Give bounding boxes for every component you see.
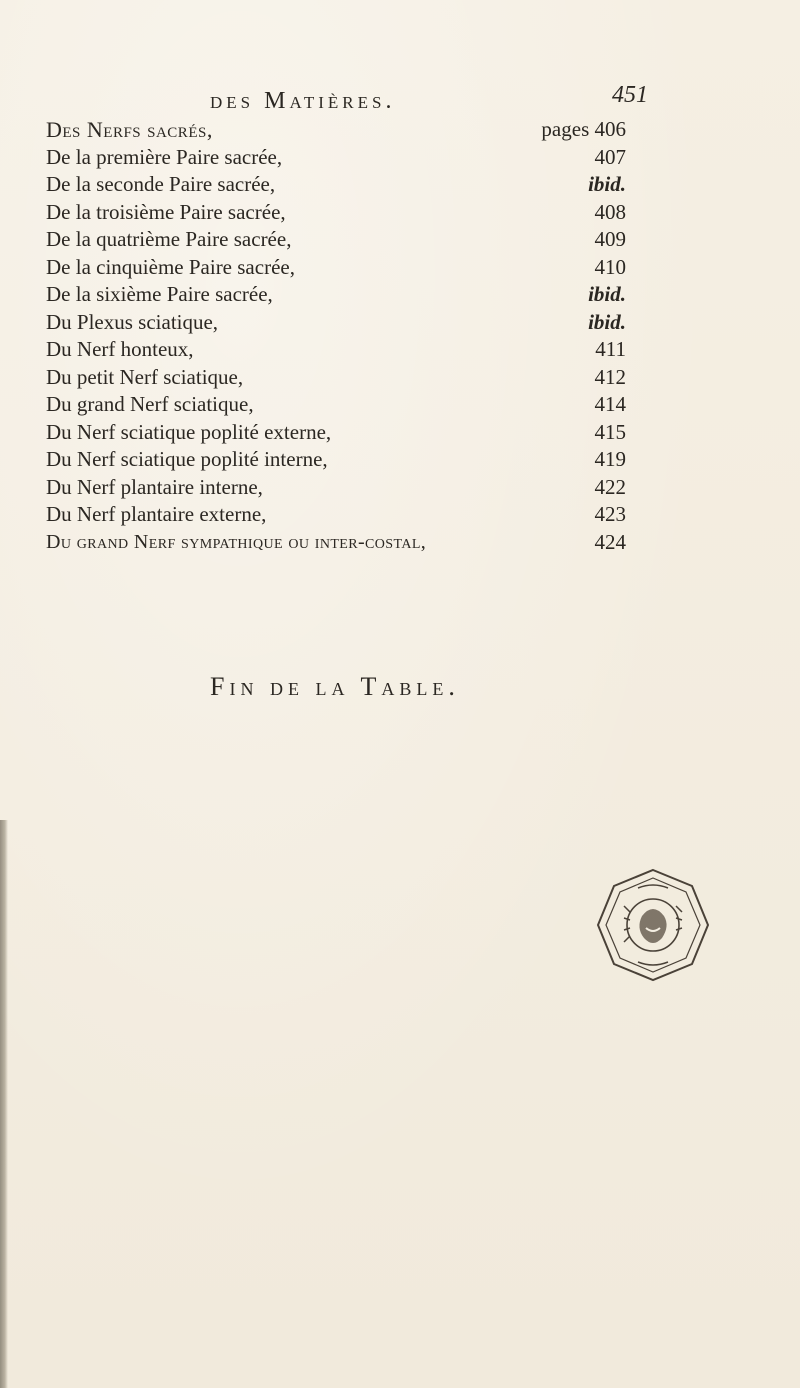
toc-entry-page: 423 — [594, 502, 626, 526]
toc-entry-title: De la troisième Paire sacrée, — [46, 199, 286, 224]
toc-entry-title: Du petit Nerf sciatique, — [46, 364, 244, 389]
toc-entry — [46, 501, 626, 529]
toc-entry-title: De la cinquième Paire sacrée, — [46, 254, 295, 279]
toc-entry-title: De la sixième Paire sacrée, — [46, 282, 273, 306]
running-title: des Matières. — [210, 88, 396, 114]
toc-entry — [46, 419, 626, 447]
toc-entry — [46, 309, 626, 337]
toc-entry-title: Des Nerfs sacrés, — [46, 117, 213, 142]
table-of-contents — [46, 116, 626, 556]
toc-entry-page: 409 — [594, 227, 626, 251]
toc-entry-title: Du Nerf plantaire externe, — [46, 502, 267, 526]
toc-entry-page: pages 406 — [541, 117, 626, 141]
toc-entry-page: 414 — [594, 392, 626, 416]
toc-entry-title: De la première Paire sacrée, — [46, 144, 283, 169]
toc-entry-page: 411 — [595, 337, 626, 361]
end-of-table-caption: Fin de la Table. — [210, 672, 460, 701]
toc-entry — [46, 144, 626, 172]
page-number: 451 — [612, 82, 648, 108]
toc-entry-page: 415 — [594, 419, 626, 444]
toc-entry-page: 419 — [594, 447, 626, 471]
toc-entry-page: 407 — [594, 144, 626, 169]
toc-entry — [46, 226, 626, 254]
toc-entry-page: 410 — [594, 254, 626, 279]
toc-entry-page: ibid. — [588, 309, 626, 334]
toc-entry-page: 424 — [594, 529, 626, 554]
toc-entry-title: Du grand Nerf sympathique ou inter-costal, — [46, 530, 427, 553]
toc-entry-title: Du Nerf sciatique poplité externe, — [46, 419, 332, 444]
toc-entry — [46, 391, 626, 419]
toc-entry-title: De la quatrième Paire sacrée, — [46, 227, 292, 251]
toc-entry-title: Du Nerf honteux, — [46, 337, 194, 361]
toc-entry-title: De la seconde Paire sacrée, — [46, 172, 276, 196]
page-edge-shadow — [0, 820, 8, 1388]
library-stamp-icon — [594, 866, 712, 984]
toc-entry — [46, 116, 626, 144]
toc-entry — [46, 529, 626, 557]
toc-entry — [46, 474, 626, 502]
toc-entry-page: 408 — [594, 199, 626, 224]
toc-entry — [46, 254, 626, 282]
toc-entry-title: Du Nerf sciatique poplité interne, — [46, 447, 328, 471]
toc-entry — [46, 336, 626, 364]
toc-entry-title: Du Nerf plantaire interne, — [46, 474, 263, 499]
toc-entry — [46, 446, 626, 474]
toc-entry-page: 412 — [594, 364, 626, 389]
toc-entry-page: ibid. — [588, 172, 626, 196]
toc-entry — [46, 171, 626, 199]
toc-entry — [46, 281, 626, 309]
toc-entry-page: ibid. — [588, 282, 626, 306]
toc-entry-title: Du Plexus sciatique, — [46, 309, 219, 334]
toc-entry-page: 422 — [594, 474, 626, 499]
toc-entry — [46, 199, 626, 227]
toc-entry — [46, 364, 626, 392]
toc-entry-title: Du grand Nerf sciatique, — [46, 392, 254, 416]
